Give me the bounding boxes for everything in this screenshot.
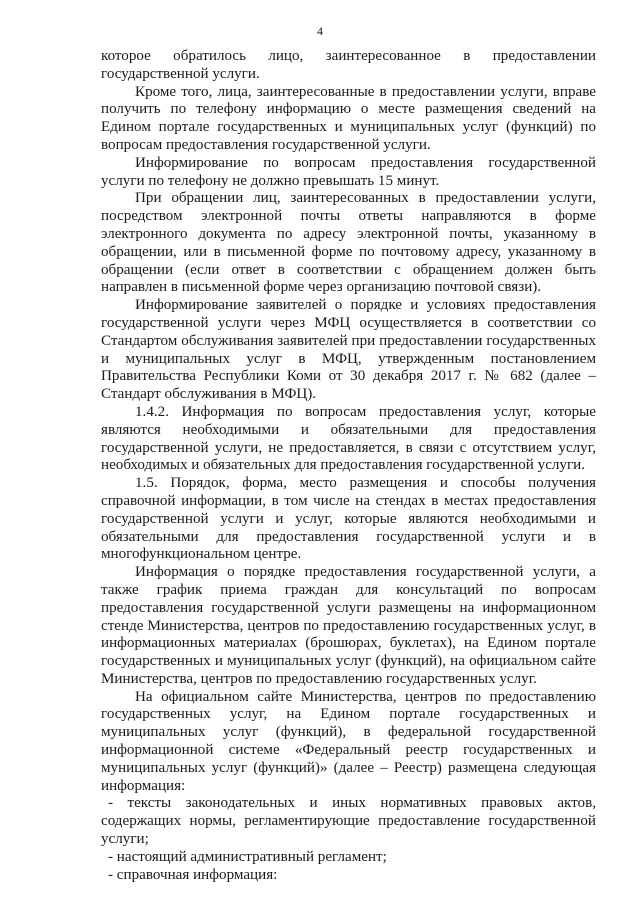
paragraph-info-stands: Информация о порядке предоставления государственной услуги, а также график приема граждан для консультаций по вопросам предоставления государственной услуги размещены на информационном стенде Министерства, центров по предоставлению государственных услуг, в информационных материалах (брошюрах, буклетах), на Едином портале государственных и муниципальных услуг (функций), на официальном сайте Министерства, центров по предоставлению государственных услуг. — [101, 564, 596, 687]
paragraph-mfc-informing: Информирование заявителей о порядке и условиях предоставления государственной услуги через МФЦ осуществляется в соответствии со Стандартом обслуживания заявителей при предоставлении государственных и муниципальных услуг в МФЦ, утвержденным постановлением Правительства Республики Коми от 30 декабря 2017 г. № 682 (далее – Стандарт обслуживания в МФЦ). — [101, 297, 596, 403]
paragraph-phone-duration: Информирование по вопросам предоставления государственной услуги по телефону не должно превышать 15 минут. — [101, 154, 596, 189]
paragraph-section-1-4-2: 1.4.2. Информация по вопросам предоставления услуг, которые являются необходимыми и обязательными для предоставления государственной услуги, не предоставляется, в связи с отсутствием услуг, необходимых и обязательных для предоставления государственной услуги. — [101, 403, 596, 474]
paragraph-section-1-5: 1.5. Порядок, форма, место размещения и способы получения справочной информации, в том числе на стендах в местах предоставления государственной услуги и услуг, которые являются необходимыми и обязательными для предоставления государственной услуги и в многофункциональном центре. — [101, 475, 596, 563]
paragraph-official-site: На официальном сайте Министерства, центров по предоставлению государственных услуг, на Едином портале государственных и муниципальных услуг (функций), в федеральной государственной информационной системе «Федеральный реестр государственных и муниципальных услуг (функций)» (далее – Реестр) размещена следующая информация: — [101, 688, 596, 794]
list-item-legal-acts: - тексты законодательных и иных нормативных правовых актов, содержащих нормы, регламентирующие предоставление государственной услуги; — [101, 795, 596, 848]
list-item-regulation: - настоящий административный регламент; — [108, 848, 387, 865]
page-number: 4 — [317, 24, 323, 38]
document-body — [101, 48, 596, 884]
list-item-reference-info: - справочная информация: — [108, 866, 278, 883]
paragraph-phone-info: Кроме того, лица, заинтересованные в предоставлении услуги, вправе получить по телефону информацию о месте размещения сведений на Едином портале государственных и муниципальных услуг (функций) по вопросам предоставления государственной услуги. — [101, 83, 596, 153]
paragraph-continuation: которое обратилось лицо, заинтересованное в предоставлении государственной услуги. — [101, 48, 596, 82]
paragraph-email-requests: При обращении лиц, заинтересованных в предоставлении услуги, посредством электронной почты ответы направляются в форме электронного документа по адресу электронной почты, указанному в обращении, или в письменной форме по почтовому адресу, указанному в обращении (если ответ в соответствии с обращением должен быть направлен в письменной форме через организацию почтовой связи). — [101, 190, 596, 296]
